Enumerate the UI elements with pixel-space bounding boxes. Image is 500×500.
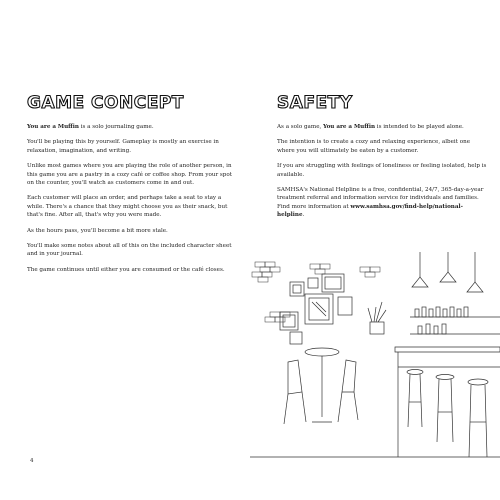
safety-section bbox=[277, 93, 487, 227]
round-table bbox=[305, 348, 339, 422]
bottle-shelves bbox=[410, 307, 500, 334]
picture-frames bbox=[280, 274, 352, 344]
cafe-illustration bbox=[250, 252, 500, 474]
paragraph: Unlike most games where you are playing the role of another person, in this game you are a pastry in a cozy café or coffee shop. From your spot on the counter, you'll watch as customers come in and out. bbox=[27, 163, 232, 187]
paragraph: As the hours pass, you'll become a bit more stale. bbox=[27, 227, 168, 234]
pendant-lamps bbox=[412, 252, 483, 292]
paragraph: If you are struggling with feelings of loneliness or feeling isolated, help is available. bbox=[277, 163, 487, 178]
game-concept-section bbox=[27, 93, 239, 281]
helpline-paragraph: SAMHSA's National Helpline is a free, confidential, 24/7, 365-day-a-year treatment referral and information service for individuals and families. Find more information at www.samhsa.gov/find-help/national-helpline. bbox=[277, 187, 484, 219]
potted-plant bbox=[368, 302, 386, 334]
intro-paragraph: As a solo game, You are a Muffin is intended to be played alone. bbox=[277, 124, 464, 130]
bar-stools bbox=[407, 370, 488, 458]
helpline-link[interactable]: www.samhsa.gov/find-help/national-helpline bbox=[277, 203, 463, 219]
chairs bbox=[284, 360, 358, 424]
paragraph: The intention is to create a cozy and relaxing experience, albeit one where you will ultimately be eaten by a customer. bbox=[277, 139, 471, 154]
game-name-bold: You are a Muffin bbox=[323, 124, 376, 130]
paragraph: The game continues until either you are consumed or the café closes. bbox=[27, 266, 225, 273]
paragraph: You'll be playing this by yourself. Gameplay is mostly an exercise in relaxation, imagination, and writing. bbox=[27, 139, 219, 154]
page-number: 4 bbox=[30, 458, 34, 464]
paragraph: You'll make some notes about all of this on the included character sheet and in your journal. bbox=[27, 243, 232, 258]
game-name-bold: You are a Muffin bbox=[27, 124, 79, 130]
brick-wall bbox=[252, 262, 380, 322]
intro-paragraph: You are a Muffin is a solo journaling game. bbox=[27, 124, 154, 130]
paragraph: Each customer will place an order, and perhaps take a seat to stay a while. There's a chance that they might choose you as their snack, but that's fine. After all, that's why you were made. bbox=[27, 195, 228, 219]
safety-heading: SAFETY bbox=[277, 93, 353, 113]
game-concept-heading: GAME CONCEPT bbox=[27, 93, 184, 113]
